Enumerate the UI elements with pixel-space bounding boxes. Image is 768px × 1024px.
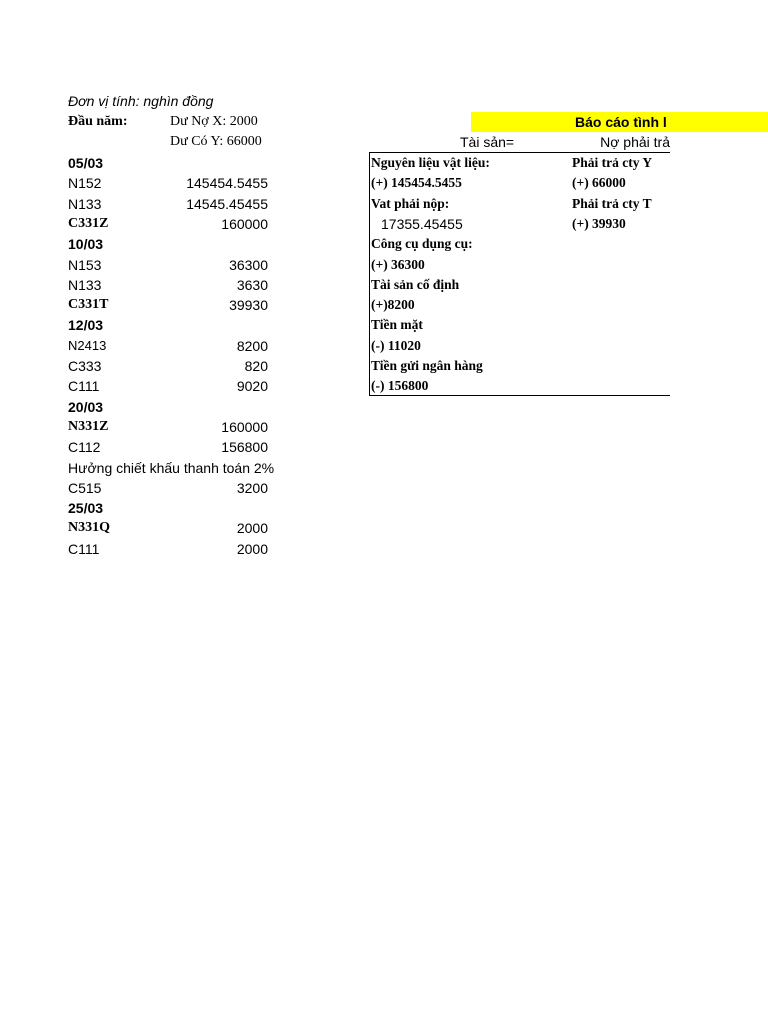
ledger-row — [68, 376, 268, 396]
ledger-row — [68, 437, 268, 457]
ledger-account: C111 — [68, 378, 100, 395]
asset-line: Vat phải nộp: — [371, 195, 450, 211]
asset-line: (-) 156800 — [371, 378, 429, 394]
ledger-account: N133 — [68, 195, 102, 212]
ledger-amount: 145454.5455 — [186, 175, 268, 192]
ledger-amount: 9020 — [236, 378, 268, 395]
ledger-row — [68, 315, 268, 335]
assets-header: Tài sản= — [460, 134, 515, 150]
ledger-amount: 39930 — [229, 297, 268, 314]
ledger-account: N152 — [68, 175, 102, 192]
report-title-banner — [471, 112, 768, 132]
ledger-amount: 156800 — [221, 439, 268, 456]
ledger-row — [68, 234, 268, 254]
asset-line: Nguyên liệu vật liệu: — [371, 155, 490, 170]
ledger-row — [68, 478, 268, 498]
liability-line: (+) 39930 — [572, 215, 626, 231]
opening-credit: Dư Có Y: 66000 — [170, 134, 262, 149]
ledger-account: C111 — [68, 540, 100, 557]
asset-line: Tiền gửi ngân hàng — [371, 358, 483, 373]
ledger-account: 20/03 — [68, 398, 104, 415]
ledger-row — [68, 173, 268, 193]
ledger-row — [68, 458, 275, 478]
ledger-account: C112 — [68, 439, 101, 456]
ledger-amount: 8200 — [236, 337, 268, 354]
opening-label: Đầu năm: — [68, 114, 128, 129]
ledger-row — [68, 417, 268, 437]
ledger-row — [68, 336, 268, 356]
ledger-account: Hưởng chiết khấu thanh toán 2% — [68, 459, 275, 476]
ledger-amount: 3200 — [236, 479, 268, 496]
ledger-amount: 3630 — [236, 276, 268, 293]
asset-line: (-) 11020 — [371, 337, 421, 353]
ledger-amount: 2000 — [236, 520, 268, 537]
ledger-row — [68, 194, 268, 214]
ledger-row — [68, 275, 268, 295]
ledger-amount: 14545.45455 — [186, 195, 268, 212]
ledger-row — [68, 214, 268, 234]
liability-line: (+) 66000 — [572, 175, 626, 191]
liability-line: Phải trả cty T — [572, 195, 652, 211]
ledger-row — [68, 356, 268, 376]
liabilities-header: Nợ phải trả — [600, 134, 670, 150]
ledger-account: N133 — [68, 276, 102, 293]
ledger-row — [68, 295, 268, 315]
ledger-amount: 2000 — [236, 540, 268, 557]
ledger-account: 10/03 — [68, 236, 104, 253]
asset-line: Tài sản cố định — [371, 276, 460, 292]
ledger-account: C331Z — [68, 215, 109, 231]
asset-line: 17355.45455 — [381, 215, 463, 232]
asset-line: (+)8200 — [371, 297, 415, 313]
ledger-account: N331Z — [68, 418, 109, 434]
ledger-amount: 160000 — [221, 215, 268, 232]
ledger-row — [68, 255, 268, 275]
asset-line: Tiền mặt — [371, 317, 423, 333]
ledger-row — [68, 397, 268, 417]
ledger-row — [68, 153, 268, 173]
ledger-amount: 820 — [244, 358, 268, 374]
opening-debit: Dư Nợ X: 2000 — [170, 114, 258, 129]
ledger-account: 12/03 — [68, 317, 104, 334]
ledger-amount: 160000 — [221, 418, 268, 435]
unit-note: Đơn vị tính: nghìn đồng — [68, 93, 214, 109]
ledger-row — [68, 518, 268, 538]
ledger-row — [68, 539, 268, 559]
asset-line: Công cụ dụng cụ: — [371, 236, 473, 252]
asset-line: (+) 36300 — [371, 256, 425, 272]
ledger-amount: 36300 — [229, 256, 268, 273]
asset-line: (+) 145454.5455 — [371, 175, 462, 191]
ledger-account: N331Q — [68, 520, 110, 536]
ledger-account: C331T — [68, 297, 109, 313]
report-title: Báo cáo tình l — [575, 114, 667, 130]
ledger-account: C515 — [68, 479, 102, 496]
liability-line: Phải trả cty Y — [572, 155, 653, 170]
ledger-account: N153 — [68, 256, 102, 273]
ledger-account: 05/03 — [68, 155, 104, 171]
ledger-account: C333 — [68, 358, 102, 374]
ledger-account: 25/03 — [68, 500, 104, 517]
ledger-account: N2413 — [68, 337, 107, 353]
ledger-row — [68, 498, 268, 518]
